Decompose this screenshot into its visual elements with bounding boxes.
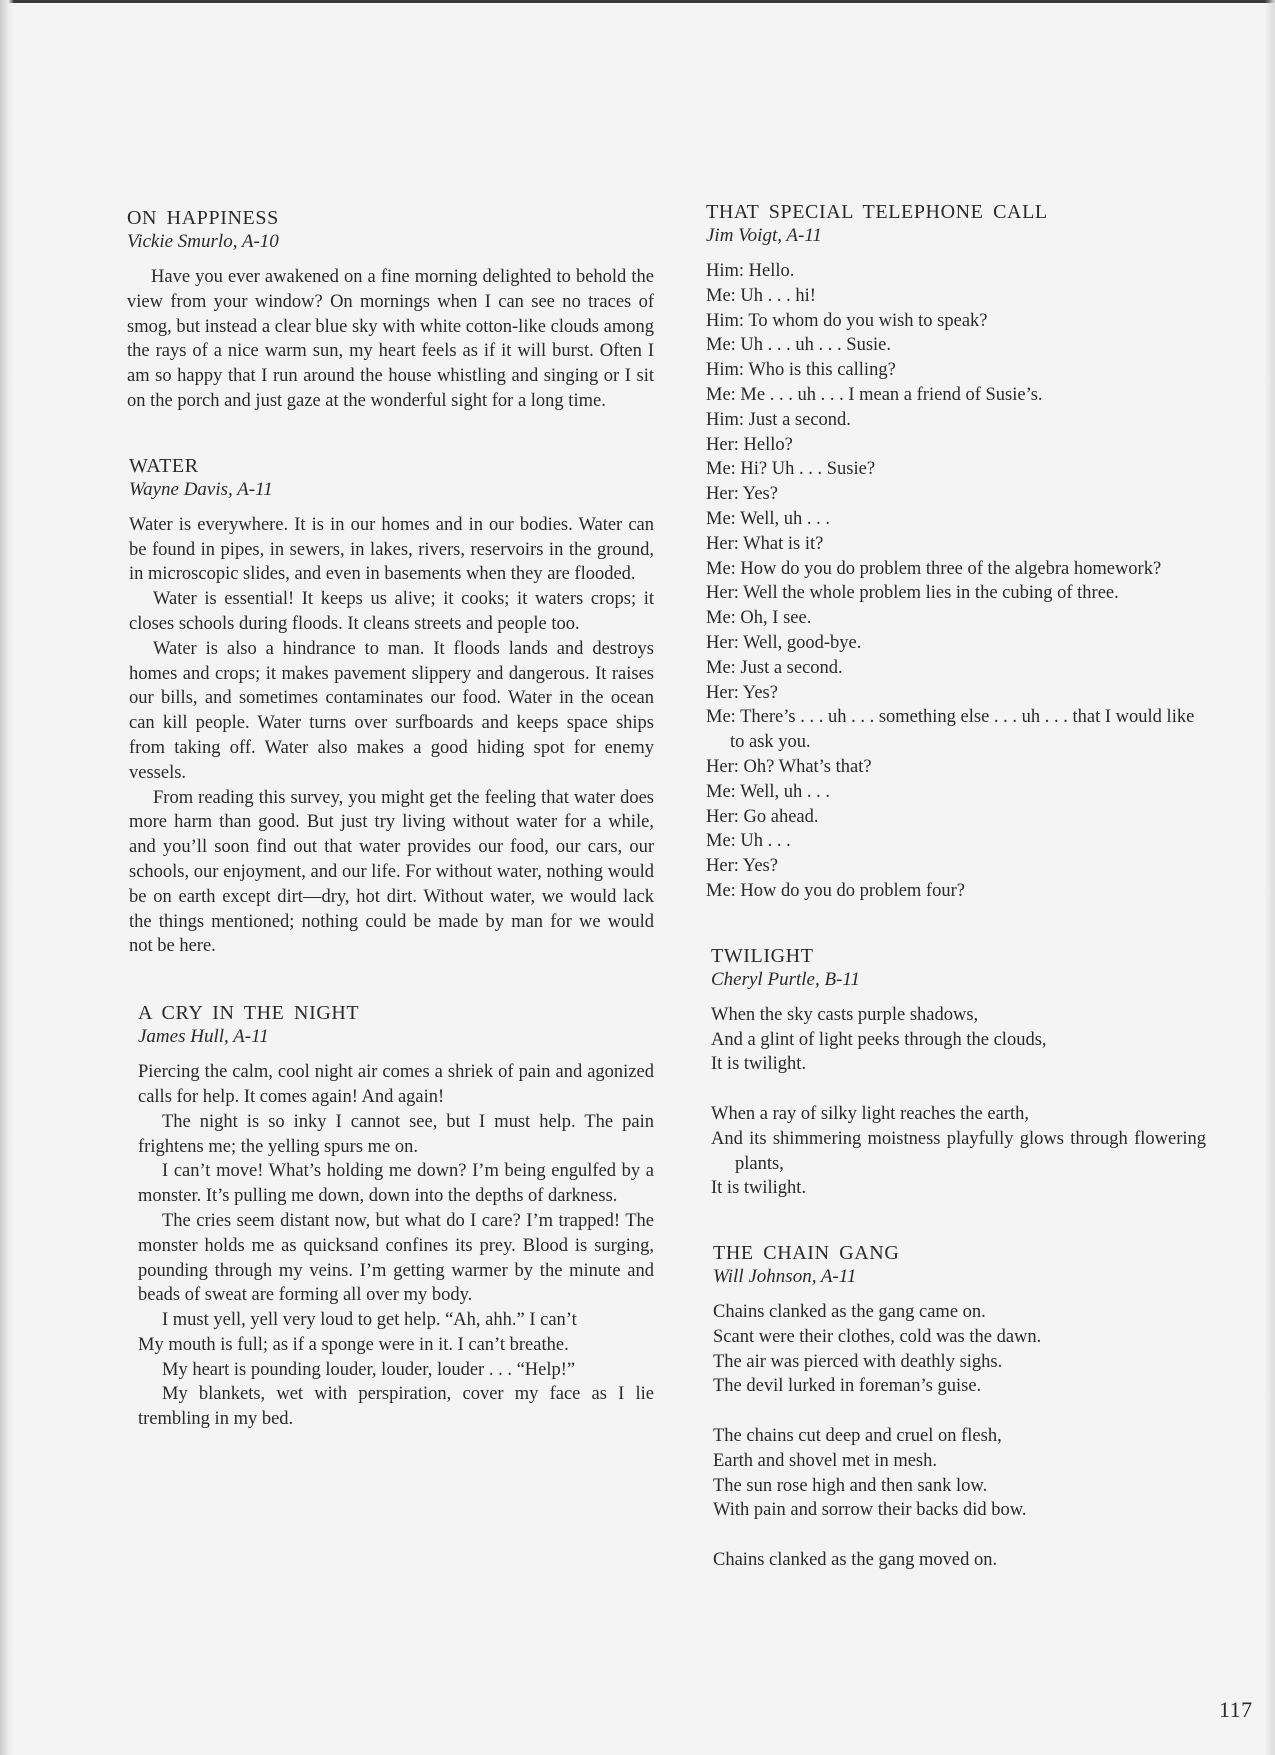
- poem-line: When the sky casts purple shadows,: [711, 1004, 979, 1025]
- poem-line: It is twilight.: [711, 1054, 807, 1075]
- stanza-break: [713, 1523, 1206, 1548]
- page-number: 117: [1219, 1697, 1253, 1722]
- piece-telephone-call: [706, 200, 1206, 904]
- piece-on-happiness: [127, 206, 654, 414]
- dialog-line: Him: To whom do you wish to speak?: [706, 310, 988, 331]
- dialog-line: Him: Hello.: [706, 261, 795, 281]
- paragraph: Water is everywhere. It is in our homes and in our bodies. Water can be found in pipes, in sewers, in lakes, rivers, reservoirs in the ground, in microscopic slides, and even in basements when they are flooded.: [129, 514, 654, 585]
- piece-title: WATER: [129, 454, 199, 477]
- piece-chain-gang: [713, 1241, 1206, 1573]
- paragraph: From reading this survey, you might get the feeling that water does more harm than good. But just try living without water for a while, and you’ll soon find out that water provides our food, our cars, our schools, our enjoyment, and our life. For without water, nothing would be on earth except dirt—dry, hot dirt. Without water, we would lack the things mentioned; nothing could be made by man for we would not be here.: [129, 787, 654, 957]
- poem-stanzas: [711, 1003, 1206, 1201]
- stanza: [713, 1300, 1206, 1399]
- dialog-line: Him: Just a second.: [706, 409, 851, 430]
- dialog-line: Her: Yes?: [706, 682, 778, 703]
- dialog-line: Me: Just a second.: [706, 657, 843, 678]
- dialog-line: Her: Yes?: [706, 484, 778, 505]
- stanza-break: [713, 1399, 1206, 1424]
- dialog-line: Me: Well, uh . . .: [706, 781, 831, 802]
- piece-author: Will Johnson, A-11: [713, 1266, 857, 1288]
- piece-twilight: [711, 944, 1206, 1201]
- paragraph: Piercing the calm, cool night air comes a shriek of pain and agonized calls for help. It comes again! And again!: [138, 1062, 654, 1107]
- piece-title: THAT SPECIAL TELEPHONE CALL: [706, 201, 1048, 223]
- poem-line: The air was pierced with deathly sighs.: [713, 1351, 1003, 1372]
- stanza: [713, 1424, 1206, 1523]
- piece-author: Vickie Smurlo, A-10: [127, 231, 279, 252]
- piece-title: THE CHAIN GANG: [713, 1242, 900, 1265]
- poem-line: With pain and sorrow their backs did bow.: [713, 1500, 1027, 1521]
- piece-author: Wayne Davis, A-11: [129, 478, 273, 500]
- poem-line: The devil lurked in foreman’s guise.: [713, 1376, 982, 1397]
- page-top-edge: [0, 0, 1275, 3]
- right-column: [706, 200, 1206, 1573]
- piece-author: Jim Voigt, A-11: [706, 225, 822, 246]
- poem-line: And its shimmering moistness playfully glows through flowering plants,: [711, 1128, 1206, 1174]
- stanza: [713, 1548, 1206, 1573]
- paragraph: Water is essential! It keeps us alive; it cooks; it waters crops; it closes schools during floods. It cleans streets and people too.: [129, 589, 654, 634]
- piece-title: TWILIGHT: [711, 944, 814, 967]
- paragraph: My heart is pounding louder, louder, louder . . . “Help!”: [162, 1359, 576, 1380]
- poem-stanzas: [713, 1300, 1206, 1573]
- dialog-lines: [706, 259, 1206, 904]
- page-right-edge: [1265, 0, 1275, 1755]
- paragraph: The night is so inky I cannot see, but I must help. The pain frightens me; the yelling spurs me on.: [138, 1111, 654, 1157]
- poem-line: When a ray of silky light reaches the earth,: [711, 1103, 1029, 1124]
- left-column: [129, 206, 654, 1432]
- dialog-line: Me: How do you do problem three of the algebra homework?: [706, 558, 1162, 579]
- dialog-line: Him: Who is this calling?: [706, 360, 896, 381]
- dialog-line: Me: Oh, I see.: [706, 608, 812, 629]
- page-gutter-shadow: [0, 0, 14, 1755]
- paragraph: Have you ever awakened on a fine morning delighted to behold the view from your window? On mornings when I can see no traces of smog, but instead a clear blue sky with white cotton-like clouds among the rays of a nice warm sun, my heart feels as if it will burst. Often I am so happy that I run around the house whistling and singing or I sit on the porch and just gaze at the wonderful sight for a long time.: [127, 267, 654, 411]
- dialog-line: Me: Uh . . . hi!: [706, 285, 816, 306]
- dialog-line: Her: Well the whole problem lies in the cubing of three.: [706, 583, 1119, 604]
- poem-line: Chains clanked as the gang came on.: [713, 1302, 986, 1323]
- dialog-line: Me: There’s . . . uh . . . something else . . . uh . . . that I would like to ask you.: [706, 707, 1195, 753]
- poem-line: And a glint of light peeks through the clouds,: [711, 1029, 1047, 1050]
- paragraph: The cries seem distant now, but what do I care? I’m trapped! The monster holds me as quicksand confines its prey. Blood is surging, pounding through my veins. I’m getting warmer by the minute and beads of sweat are forming all over my body.: [138, 1210, 654, 1306]
- paragraph: My blankets, wet with perspiration, cover my face as I lie trembling in my bed.: [138, 1384, 654, 1430]
- paragraph: I can’t move! What’s holding me down? I’m being engulfed by a monster. It’s pulling me down, down into the depths of darkness.: [138, 1161, 654, 1207]
- dialog-line: Her: Go ahead.: [706, 806, 819, 827]
- piece-author: Cheryl Purtle, B-11: [711, 968, 860, 990]
- piece-cry-in-the-night: [138, 1001, 654, 1432]
- piece-title: A CRY IN THE NIGHT: [138, 1002, 360, 1025]
- poem-line: Scant were their clothes, cold was the dawn.: [713, 1326, 1042, 1347]
- paragraph: I must yell, yell very loud to get help. “Ah, ahh.” I can’t: [162, 1310, 577, 1331]
- stanza: [711, 1102, 1206, 1201]
- dialog-line: Her: Oh? What’s that?: [706, 756, 872, 777]
- stanza: [711, 1003, 1206, 1077]
- dialog-line: Her: Yes?: [706, 856, 778, 877]
- dialog-line: Me: How do you do problem four?: [706, 880, 965, 901]
- poem-line: Chains clanked as the gang moved on.: [713, 1550, 998, 1571]
- dialog-line: Her: What is it?: [706, 533, 824, 554]
- piece-title: ON HAPPINESS: [127, 207, 279, 229]
- paragraph: Water is also a hindrance to man. It floods lands and destroys homes and crops; it makes pavement slippery and dangerous. It raises our bills, and sometimes contaminates our food. Water in the ocean can kill people. Water turns over surfboards and keeps space ships from taking off. Water also makes a good hiding spot for enemy vessels.: [129, 638, 654, 783]
- dialog-line: Me: Uh . . . uh . . . Susie.: [706, 335, 891, 356]
- piece-water: [129, 454, 654, 959]
- piece-author: James Hull, A-11: [138, 1026, 269, 1048]
- poem-line: Earth and shovel met in mesh.: [713, 1450, 938, 1471]
- poem-line: The chains cut deep and cruel on flesh,: [713, 1426, 1002, 1447]
- dialog-line: Me: Me . . . uh . . . I mean a friend of Susie’s.: [706, 384, 1043, 405]
- poem-line: It is twilight.: [711, 1178, 807, 1199]
- dialog-line: Me: Uh . . .: [706, 831, 791, 852]
- dialog-line: Me: Well, uh . . .: [706, 508, 831, 529]
- dialog-line: Me: Hi? Uh . . . Susie?: [706, 459, 876, 480]
- stanza-break: [711, 1077, 1206, 1102]
- poem-line: The sun rose high and then sank low.: [713, 1475, 988, 1496]
- dialog-line: Her: Hello?: [706, 434, 793, 455]
- paragraph: My mouth is full; as if a sponge were in it. I can’t breathe.: [138, 1334, 569, 1355]
- dialog-line: Her: Well, good-bye.: [706, 632, 862, 653]
